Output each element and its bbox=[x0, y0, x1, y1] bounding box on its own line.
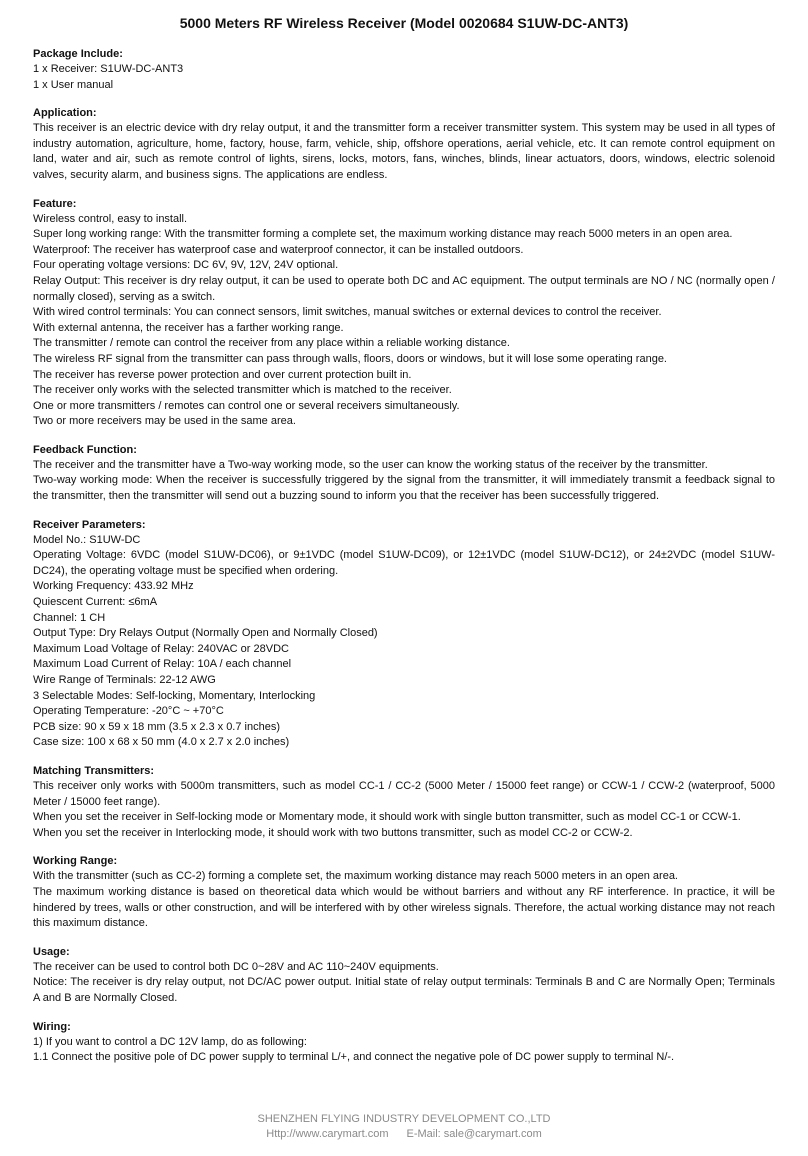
section bbox=[33, 1019, 775, 1066]
paragraph-line: The receiver has reverse power protection and over current protection built in. bbox=[33, 368, 412, 381]
paragraph-line: This receiver only works with 5000m transmitters, such as model CC-1 / CC-2 (5000 Meter / 15000 feet range) or CCW-1 / CCW-2 (waterproof, 5000 Meter / 15000 feet range). bbox=[33, 779, 775, 808]
paragraph-line: When you set the receiver in Interlocking mode, it should work with two buttons transmitter, such as model CC-2 or CCW-2. bbox=[33, 826, 633, 839]
paragraph-line: One or more transmitters / remotes can control one or several receivers simultaneously. bbox=[33, 399, 460, 412]
document-body bbox=[33, 46, 775, 1078]
paragraph-line: Maximum Load Voltage of Relay: 240VAC or 28VDC bbox=[33, 642, 289, 655]
section bbox=[33, 46, 775, 93]
paragraph-line: Output Type: Dry Relays Output (Normally Open and Normally Closed) bbox=[33, 627, 378, 640]
paragraph-line: When you set the receiver in Self-locking mode or Momentary mode, it should work with single button transmitter, such as model CC-1 or CCW-1. bbox=[33, 811, 741, 824]
paragraph-line: Model No.: S1UW-DC bbox=[33, 533, 141, 546]
footer-contact bbox=[0, 1127, 808, 1142]
section-heading: Matching Transmitters: bbox=[33, 764, 155, 777]
paragraph-line: Relay Output: This receiver is dry relay output, it can be used to operate both DC and AC equipment. The output terminals are NO / NC (normally open / normally closed), serving as a switch. bbox=[33, 274, 775, 303]
paragraph-line: PCB size: 90 x 59 x 18 mm (3.5 x 2.3 x 0.7 inches) bbox=[33, 720, 280, 733]
paragraph-line: Wireless control, easy to install. bbox=[33, 212, 188, 225]
paragraph-line: Notice: The receiver is dry relay output, not DC/AC power output. Initial state of relay output terminals: Terminals B and C are Normally Open; Terminals A and B are Normally Closed. bbox=[33, 976, 775, 1004]
paragraph-line: Super long working range: With the transmitter forming a complete set, the maximum working distance may reach 5000 meters in an open area. bbox=[33, 228, 733, 241]
footer-website[interactable]: Http://www.carymart.com bbox=[266, 1128, 389, 1140]
paragraph-line: Two or more receivers may be used in the same area. bbox=[33, 415, 296, 428]
paragraph-line: Wire Range of Terminals: 22-12 AWG bbox=[33, 674, 216, 686]
paragraph-line: 3 Selectable Modes: Self-locking, Momentary, Interlocking bbox=[33, 689, 316, 702]
paragraph-line: 1 x Receiver: S1UW-DC-ANT3 bbox=[33, 63, 184, 75]
paragraph-line: Channel: 1 CH bbox=[33, 611, 106, 624]
section-heading: Working Range: bbox=[33, 855, 118, 868]
paragraph-line: Quiescent Current: ≤6mA bbox=[33, 596, 158, 609]
paragraph-line: Operating Voltage: 6VDC (model S1UW-DC06), or 9±1VDC (model S1UW-DC09), or 12±1VDC (model S1UW-DC12), or 24±2VDC (model S1UW-DC24), the operating voltage must be specified when ordering. bbox=[33, 549, 775, 577]
footer-company: SHENZHEN FLYING INDUSTRY DEVELOPMENT CO.,LTD bbox=[257, 1113, 551, 1125]
paragraph-line: Case size: 100 x 68 x 50 mm (4.0 x 2.7 x 2.0 inches) bbox=[33, 736, 290, 749]
paragraph-line: Four operating voltage versions: DC 6V, 9V, 12V, 24V optional. bbox=[33, 259, 339, 272]
paragraph-line: The receiver and the transmitter have a Two-way working mode, so the user can know the working status of the receiver by the transmitter. bbox=[33, 458, 708, 471]
section-heading: Wiring: bbox=[33, 1020, 71, 1033]
paragraph-line: Waterproof: The receiver has waterproof case and waterproof connector, it can be installed outdoors. bbox=[33, 243, 524, 256]
page-footer bbox=[0, 1112, 808, 1142]
paragraph-line: With wired control terminals: You can connect sensors, limit switches, manual switches or external devices to control the receiver. bbox=[33, 306, 662, 319]
paragraph-line: With external antenna, the receiver has a farther working range. bbox=[33, 321, 344, 334]
paragraph-line: With the transmitter (such as CC-2) forming a complete set, the maximum working distance may reach 5000 meters in an open area. bbox=[33, 870, 678, 883]
section bbox=[33, 763, 775, 841]
section-heading: Application: bbox=[33, 107, 97, 120]
paragraph-line: Operating Temperature: -20°C ~ +70°C bbox=[33, 705, 224, 718]
section bbox=[33, 442, 775, 505]
paragraph-line: 1.1 Connect the positive pole of DC power supply to terminal L/+, and connect the negative pole of DC power supply to terminal N/-. bbox=[33, 1051, 675, 1064]
paragraph-line: Maximum Load Current of Relay: 10A / each channel bbox=[33, 658, 292, 671]
paragraph-line: Two-way working mode: When the receiver is successfully triggered by the signal from the transmitter, it will immediately transmit a feedback signal to the transmitter, then the transmitter will send out a buzzing sound to inform you that the receiver has been successfully triggered. bbox=[33, 474, 775, 503]
section-heading: Package Include: bbox=[33, 48, 123, 60]
section bbox=[33, 944, 775, 1007]
paragraph-line: The receiver only works with the selected transmitter which is matched to the receiver. bbox=[33, 384, 452, 397]
paragraph-line: 1 x User manual bbox=[33, 78, 114, 91]
section-heading: Feedback Function: bbox=[33, 443, 137, 456]
paragraph-line: Working Frequency: 433.92 MHz bbox=[33, 580, 194, 593]
paragraph-line: The receiver can be used to control both DC 0~28V and AC 110~240V equipments. bbox=[33, 960, 439, 973]
section bbox=[33, 196, 775, 430]
paragraph-line: The maximum working distance is based on theoretical data which would be without barriers and without any RF interference. In practice, it will be hindered by trees, walls or other construction, and will be interfered with by other wireless signals. Therefore, the actual working distance may not reach this maximum distance. bbox=[33, 885, 775, 930]
section bbox=[33, 853, 775, 931]
paragraph-line: 1) If you want to control a DC 12V lamp, do as following: bbox=[33, 1035, 307, 1048]
paragraph-line: The transmitter / remote can control the receiver from any place within a reliable working distance. bbox=[33, 337, 510, 350]
paragraph-line: This receiver is an electric device with dry relay output, it and the transmitter form a receiver transmitter system. This system may be used in all types of industry automation, agriculture, home, factory, house, farm, vehicle, ship, offshore operations, aerial vehicle, etc. It can remote control equipment on land, water and air, such as remote control of lights, sirens, locks, motors, fans, winches, blinds, linear actuators, doors, windows, electric solenoid valves, security alarm, and business signs. The applications are endless. bbox=[33, 122, 775, 181]
footer-email[interactable]: E-Mail: sale@carymart.com bbox=[406, 1128, 542, 1140]
section-heading: Usage: bbox=[33, 945, 70, 958]
section-heading: Receiver Parameters: bbox=[33, 518, 146, 531]
section bbox=[33, 105, 775, 183]
document-title: 5000 Meters RF Wireless Receiver (Model 0020684 S1UW-DC-ANT3) bbox=[179, 15, 629, 31]
section bbox=[33, 517, 775, 751]
paragraph-line: The wireless RF signal from the transmitter can pass through walls, floors, doors or windows, but it will lose some operating range. bbox=[33, 352, 667, 365]
section-heading: Feature: bbox=[33, 197, 77, 210]
